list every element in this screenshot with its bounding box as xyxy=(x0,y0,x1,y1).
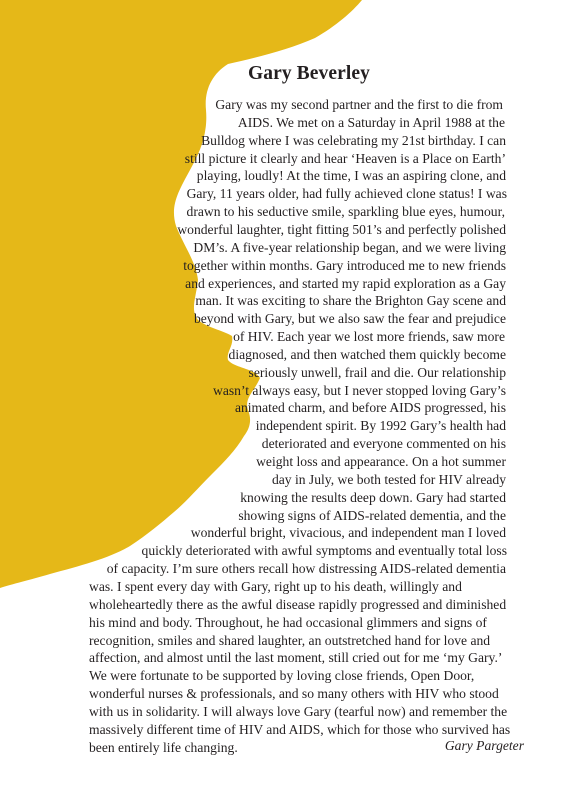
body-line: beyond with Gary, but we also saw the fear and prejudice xyxy=(193,311,506,327)
body-line: recognition, smiles and shared laughter, an outstretched hand for love and xyxy=(89,632,491,648)
body-line: his mind and body. Throughout, he had occasional glimmers and signs of xyxy=(89,614,487,630)
body-line: massively different time of HIV and AIDS, which for those who survived has xyxy=(89,721,511,737)
body-line: wholeheartedly there as the awful disease rapidly progressed and diminished xyxy=(89,596,507,612)
body-line: quickly deteriorated with awful symptoms and eventually total loss xyxy=(141,543,507,559)
body-line: wonderful laughter, tight fitting 501’s and perfectly polished xyxy=(177,221,506,237)
body-line: and experiences, and started my rapid exploration as a Gay xyxy=(185,275,506,291)
body-line: with us in solidarity. I will always love Gary (tearful now) and remember the xyxy=(89,703,508,719)
body-line: affection, and almost until the last moment, still cried out for me ‘my Gary.’ xyxy=(89,650,503,666)
body-line: DM’s. A five-year relationship began, and we were living xyxy=(193,239,506,255)
page-title: Gary Beverley xyxy=(247,63,371,84)
body-line: showing signs of AIDS-related dementia, and the xyxy=(238,507,506,523)
body-line: together within months. Gary introduced me to new friends xyxy=(183,257,506,273)
body-line: deteriorated and everyone commented on his xyxy=(261,436,506,452)
body-line: was. I spent every day with Gary, right up to his death, willingly and xyxy=(89,578,462,594)
body-line: We were fortunate to be supported by loving close friends, Open Door, xyxy=(89,668,475,684)
body-line: Gary, 11 years older, had fully achieved clone status! I was xyxy=(186,186,507,202)
body-line: day in July, we both tested for HIV already xyxy=(271,471,506,487)
body-line: of capacity. I’m sure others recall how distressing AIDS-related dementia xyxy=(106,561,506,577)
body-line: weight loss and appearance. On a hot summer xyxy=(256,454,506,469)
body-line: Gary was my second partner and the first to die from xyxy=(215,97,503,112)
body-line: Bulldog where I was celebrating my 21st birthday. I can xyxy=(201,132,506,148)
author-signature: Gary Pargeter xyxy=(444,738,524,753)
body-line: playing, loudly! At the time, I was an aspiring clone, and xyxy=(196,168,506,184)
body-line: wasn’t always easy, but I never stopped loving Gary’s xyxy=(213,382,506,398)
body-line: wonderful nurses & professionals, and so many others with HIV who stood xyxy=(89,686,499,702)
body-line: of HIV. Each year we lost more friends, saw more xyxy=(233,329,505,345)
body-line: still picture it clearly and hear ‘Heaven is a Place on Earth’ xyxy=(184,150,506,166)
body-line: independent spirit. By 1992 Gary’s health had xyxy=(255,418,506,434)
body-line: knowing the results deep down. Gary had started xyxy=(240,489,506,505)
body-line: diagnosed, and then watched them quickly become xyxy=(228,346,506,362)
body-line: been entirely life changing. xyxy=(89,739,238,755)
body-line: man. It was exciting to share the Brighton Gay scene and xyxy=(195,293,506,309)
body-line: animated charm, and before AIDS progressed, his xyxy=(234,400,506,416)
body-line: AIDS. We met on a Saturday in April 1988 at the xyxy=(237,114,505,130)
body-line: wonderful bright, vivacious, and independent man I loved xyxy=(190,525,506,541)
body-line: seriously unwell, frail and die. Our relationship xyxy=(248,364,506,380)
body-line: drawn to his seductive smile, sparkling blue eyes, humour, xyxy=(186,204,505,220)
